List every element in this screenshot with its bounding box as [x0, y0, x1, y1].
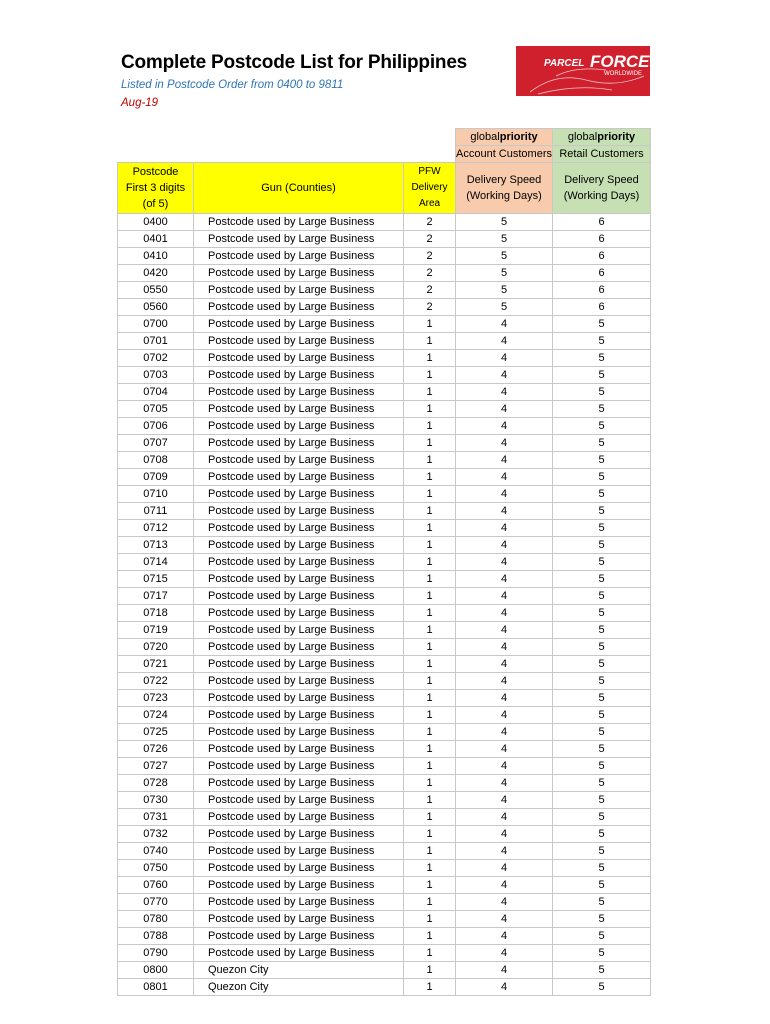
table-row — [118, 248, 651, 265]
delivery-area-cell: 1 — [404, 945, 456, 962]
table-row — [118, 843, 651, 860]
delivery-area-cell: 1 — [404, 333, 456, 350]
account-speed-cell: 4 — [456, 809, 553, 826]
area-name-cell: Quezon City — [194, 962, 404, 979]
area-name-cell: Postcode used by Large Business — [194, 928, 404, 945]
area-name-cell: Postcode used by Large Business — [194, 826, 404, 843]
area-name-cell: Postcode used by Large Business — [194, 401, 404, 418]
postcode-cell: 0702 — [118, 350, 194, 367]
area-name-cell: Quezon City — [194, 979, 404, 996]
postcode-cell: 0750 — [118, 860, 194, 877]
retail-speed-cell: 6 — [553, 248, 651, 265]
table-row — [118, 571, 651, 588]
retail-speed-cell: 5 — [553, 673, 651, 690]
delivery-area-cell: 1 — [404, 639, 456, 656]
table-row — [118, 741, 651, 758]
retail-speed-cell: 5 — [553, 690, 651, 707]
account-speed-cell: 4 — [456, 520, 553, 537]
postcode-cell: 0709 — [118, 469, 194, 486]
area-name-cell: Postcode used by Large Business — [194, 571, 404, 588]
delivery-area-cell: 1 — [404, 588, 456, 605]
area-name-cell: Postcode used by Large Business — [194, 843, 404, 860]
postcode-cell: 0721 — [118, 656, 194, 673]
area-name-cell: Postcode used by Large Business — [194, 775, 404, 792]
account-speed-cell: 4 — [456, 605, 553, 622]
retail-speed-cell: 5 — [553, 911, 651, 928]
area-name-cell: Postcode used by Large Business — [194, 452, 404, 469]
postcode-cell: 0727 — [118, 758, 194, 775]
account-speed-cell: 4 — [456, 758, 553, 775]
retail-speed-cell: 5 — [553, 656, 651, 673]
table-row — [118, 724, 651, 741]
delivery-area-cell: 1 — [404, 911, 456, 928]
delivery-area-cell: 1 — [404, 316, 456, 333]
table-row — [118, 214, 651, 231]
account-speed-cell: 4 — [456, 775, 553, 792]
table-row — [118, 639, 651, 656]
account-speed-cell: 4 — [456, 333, 553, 350]
account-speed-cell: 5 — [456, 265, 553, 282]
postcode-cell: 0780 — [118, 911, 194, 928]
area-name-cell: Postcode used by Large Business — [194, 469, 404, 486]
retail-speed-cell: 5 — [553, 367, 651, 384]
postcode-cell: 0719 — [118, 622, 194, 639]
table-row — [118, 894, 651, 911]
account-speed-cell: 4 — [456, 962, 553, 979]
area-name-cell: Postcode used by Large Business — [194, 894, 404, 911]
table-row — [118, 367, 651, 384]
area-name-cell: Postcode used by Large Business — [194, 537, 404, 554]
retail-speed-cell: 5 — [553, 605, 651, 622]
account-speed-cell: 4 — [456, 928, 553, 945]
delivery-area-cell: 1 — [404, 962, 456, 979]
delivery-area-cell: 1 — [404, 979, 456, 996]
account-speed-cell: 4 — [456, 656, 553, 673]
account-speed-cell: 4 — [456, 537, 553, 554]
delivery-area-cell: 1 — [404, 656, 456, 673]
retail-speed-cell: 6 — [553, 265, 651, 282]
postcode-cell: 0560 — [118, 299, 194, 316]
account-speed-cell: 4 — [456, 350, 553, 367]
delivery-area-cell: 1 — [404, 367, 456, 384]
table-row — [118, 707, 651, 724]
table-row — [118, 792, 651, 809]
account-speed-cell: 4 — [456, 979, 553, 996]
postcode-cell: 0401 — [118, 231, 194, 248]
area-name-cell: Postcode used by Large Business — [194, 265, 404, 282]
delivery-area-cell: 1 — [404, 724, 456, 741]
postcode-cell: 0801 — [118, 979, 194, 996]
area-name-cell: Postcode used by Large Business — [194, 231, 404, 248]
account-speed-cell: 4 — [456, 367, 553, 384]
account-speed-cell: 5 — [456, 214, 553, 231]
area-name-cell: Postcode used by Large Business — [194, 299, 404, 316]
postcode-table — [117, 128, 651, 996]
table-row — [118, 605, 651, 622]
postcode-cell: 0715 — [118, 571, 194, 588]
logo-text-parcel: PARCEL — [544, 58, 585, 69]
retail-speed-cell: 5 — [553, 401, 651, 418]
delivery-area-cell: 1 — [404, 877, 456, 894]
area-name-cell: Postcode used by Large Business — [194, 605, 404, 622]
retail-speed-cell: 5 — [553, 826, 651, 843]
header-row-customer — [118, 146, 651, 163]
account-speed-cell: 4 — [456, 860, 553, 877]
table-row — [118, 809, 651, 826]
retail-customers-header: Retail Customers — [553, 146, 651, 163]
area-name-cell: Postcode used by Large Business — [194, 588, 404, 605]
account-speed-cell: 4 — [456, 911, 553, 928]
table-row — [118, 945, 651, 962]
table-row — [118, 486, 651, 503]
delivery-area-cell: 1 — [404, 843, 456, 860]
area-name-cell: Postcode used by Large Business — [194, 758, 404, 775]
retail-speed-cell: 5 — [553, 809, 651, 826]
table-row — [118, 520, 651, 537]
retail-speed-cell: 5 — [553, 775, 651, 792]
postcode-cell: 0711 — [118, 503, 194, 520]
retail-speed-cell: 5 — [553, 877, 651, 894]
table-row — [118, 588, 651, 605]
retail-speed-cell: 5 — [553, 741, 651, 758]
delivery-area-cell: 1 — [404, 622, 456, 639]
postcode-cell: 0400 — [118, 214, 194, 231]
postcode-cell: 0724 — [118, 707, 194, 724]
postcode-cell: 0706 — [118, 418, 194, 435]
postcode-cell: 0714 — [118, 554, 194, 571]
area-name-cell: Postcode used by Large Business — [194, 860, 404, 877]
retail-speed-cell: 5 — [553, 537, 651, 554]
postcode-cell: 0712 — [118, 520, 194, 537]
delivery-area-cell: 1 — [404, 401, 456, 418]
subtitle: Listed in Postcode Order from 0400 to 9811 — [121, 79, 344, 91]
delivery-area-cell: 1 — [404, 486, 456, 503]
retail-speed-cell: 5 — [553, 979, 651, 996]
table-row — [118, 418, 651, 435]
area-name-cell: Postcode used by Large Business — [194, 622, 404, 639]
retail-speed-cell: 5 — [553, 571, 651, 588]
delivery-area-cell: 1 — [404, 350, 456, 367]
delivery-area-cell: 2 — [404, 231, 456, 248]
postcode-cell: 0728 — [118, 775, 194, 792]
area-name-cell: Postcode used by Large Business — [194, 316, 404, 333]
delivery-area-cell: 1 — [404, 673, 456, 690]
retail-speed-cell: 5 — [553, 503, 651, 520]
retail-speed-cell: 5 — [553, 418, 651, 435]
retail-speed-cell: 5 — [553, 843, 651, 860]
account-speed-cell: 4 — [456, 418, 553, 435]
delivery-area-cell: 1 — [404, 469, 456, 486]
area-name-cell: Postcode used by Large Business — [194, 945, 404, 962]
area-name-cell: Postcode used by Large Business — [194, 673, 404, 690]
area-name-cell: Postcode used by Large Business — [194, 214, 404, 231]
table-row — [118, 333, 651, 350]
delivery-area-cell: 1 — [404, 503, 456, 520]
delivery-area-cell: 2 — [404, 265, 456, 282]
delivery-area-cell: 1 — [404, 384, 456, 401]
postcode-cell: 0707 — [118, 435, 194, 452]
area-name-cell: Postcode used by Large Business — [194, 248, 404, 265]
account-speed-cell: 4 — [456, 690, 553, 707]
table-row — [118, 860, 651, 877]
account-speed-cell: 4 — [456, 588, 553, 605]
table-row — [118, 656, 651, 673]
account-speed-column-header: Delivery Speed (Working Days) — [456, 163, 553, 214]
account-speed-cell: 4 — [456, 384, 553, 401]
retail-speed-cell: 5 — [553, 316, 651, 333]
postcode-cell: 0722 — [118, 673, 194, 690]
table-row — [118, 469, 651, 486]
table-row — [118, 537, 651, 554]
postcode-cell: 0800 — [118, 962, 194, 979]
table-row — [118, 826, 651, 843]
retail-speed-cell: 6 — [553, 231, 651, 248]
account-speed-cell: 4 — [456, 435, 553, 452]
retail-speed-cell: 5 — [553, 639, 651, 656]
account-speed-cell: 5 — [456, 282, 553, 299]
postcode-cell: 0720 — [118, 639, 194, 656]
delivery-area-cell: 1 — [404, 792, 456, 809]
table-row — [118, 503, 651, 520]
account-speed-cell: 4 — [456, 724, 553, 741]
delivery-area-cell: 1 — [404, 571, 456, 588]
parcelforce-logo — [516, 46, 650, 96]
postcode-cell: 0718 — [118, 605, 194, 622]
postcode-cell: 0726 — [118, 741, 194, 758]
delivery-area-cell: 1 — [404, 707, 456, 724]
table-row — [118, 435, 651, 452]
retail-speed-cell: 6 — [553, 299, 651, 316]
retail-speed-cell: 5 — [553, 588, 651, 605]
account-speed-cell: 4 — [456, 639, 553, 656]
retail-speed-cell: 5 — [553, 945, 651, 962]
gun-column-header: Gun (Counties) — [194, 163, 404, 214]
delivery-area-cell: 1 — [404, 605, 456, 622]
retail-speed-cell: 5 — [553, 333, 651, 350]
report-date: Aug-19 — [121, 97, 159, 109]
area-name-cell: Postcode used by Large Business — [194, 707, 404, 724]
table-row — [118, 316, 651, 333]
delivery-area-cell: 2 — [404, 282, 456, 299]
postcode-cell: 0710 — [118, 486, 194, 503]
retail-speed-cell: 5 — [553, 707, 651, 724]
retail-speed-cell: 6 — [553, 282, 651, 299]
area-name-cell: Postcode used by Large Business — [194, 435, 404, 452]
account-speed-cell: 4 — [456, 486, 553, 503]
account-speed-cell: 4 — [456, 826, 553, 843]
retail-speed-cell: 5 — [553, 724, 651, 741]
retail-speed-cell: 5 — [553, 554, 651, 571]
retail-speed-cell: 5 — [553, 962, 651, 979]
retail-speed-cell: 5 — [553, 469, 651, 486]
retail-speed-cell: 5 — [553, 792, 651, 809]
retail-speed-cell: 5 — [553, 486, 651, 503]
retail-speed-cell: 6 — [553, 214, 651, 231]
delivery-area-cell: 1 — [404, 826, 456, 843]
retail-speed-cell: 5 — [553, 384, 651, 401]
area-name-cell: Postcode used by Large Business — [194, 520, 404, 537]
table-row — [118, 622, 651, 639]
table-row — [118, 452, 651, 469]
table-row — [118, 299, 651, 316]
page-title: Complete Postcode List for Philippines — [121, 52, 468, 73]
postcode-cell: 0701 — [118, 333, 194, 350]
account-speed-cell: 4 — [456, 843, 553, 860]
delivery-area-cell: 1 — [404, 554, 456, 571]
account-customers-header: Account Customers — [456, 146, 553, 163]
postcode-cell: 0713 — [118, 537, 194, 554]
service-retail-header: globalpriority — [553, 129, 651, 146]
retail-speed-cell: 5 — [553, 520, 651, 537]
area-name-cell: Postcode used by Large Business — [194, 724, 404, 741]
area-name-cell: Postcode used by Large Business — [194, 554, 404, 571]
table-row — [118, 962, 651, 979]
account-speed-cell: 4 — [456, 469, 553, 486]
postcode-cell: 0708 — [118, 452, 194, 469]
table-row — [118, 265, 651, 282]
table-row — [118, 775, 651, 792]
area-name-cell: Postcode used by Large Business — [194, 639, 404, 656]
area-name-cell: Postcode used by Large Business — [194, 911, 404, 928]
postcode-cell: 0732 — [118, 826, 194, 843]
account-speed-cell: 4 — [456, 571, 553, 588]
account-speed-cell: 4 — [456, 554, 553, 571]
area-name-cell: Postcode used by Large Business — [194, 486, 404, 503]
delivery-area-cell: 1 — [404, 809, 456, 826]
account-speed-cell: 4 — [456, 877, 553, 894]
delivery-area-cell: 1 — [404, 418, 456, 435]
area-name-cell: Postcode used by Large Business — [194, 503, 404, 520]
retail-speed-cell: 5 — [553, 860, 651, 877]
account-speed-cell: 4 — [456, 622, 553, 639]
area-name-cell: Postcode used by Large Business — [194, 384, 404, 401]
account-speed-cell: 4 — [456, 945, 553, 962]
area-name-cell: Postcode used by Large Business — [194, 792, 404, 809]
delivery-area-cell: 1 — [404, 452, 456, 469]
table-row — [118, 979, 651, 996]
table-row — [118, 928, 651, 945]
delivery-area-cell: 1 — [404, 690, 456, 707]
postcode-cell: 0420 — [118, 265, 194, 282]
service-account-header: globalpriority — [456, 129, 553, 146]
account-speed-cell: 4 — [456, 401, 553, 418]
postcode-cell: 0731 — [118, 809, 194, 826]
delivery-area-cell: 1 — [404, 537, 456, 554]
area-name-cell: Postcode used by Large Business — [194, 282, 404, 299]
area-name-cell: Postcode used by Large Business — [194, 690, 404, 707]
delivery-area-cell: 1 — [404, 894, 456, 911]
delivery-area-cell: 1 — [404, 928, 456, 945]
postcode-cell: 0788 — [118, 928, 194, 945]
delivery-area-cell: 1 — [404, 520, 456, 537]
header-row-columns — [118, 163, 651, 214]
account-speed-cell: 4 — [456, 792, 553, 809]
postcode-cell: 0740 — [118, 843, 194, 860]
postcode-cell: 0717 — [118, 588, 194, 605]
table-row — [118, 350, 651, 367]
postcode-cell: 0723 — [118, 690, 194, 707]
delivery-area-cell: 1 — [404, 741, 456, 758]
postcode-cell: 0770 — [118, 894, 194, 911]
delivery-area-cell: 1 — [404, 758, 456, 775]
table-row — [118, 758, 651, 775]
postcode-column-header: Postcode First 3 digits (of 5) — [118, 163, 194, 214]
area-name-cell: Postcode used by Large Business — [194, 418, 404, 435]
account-speed-cell: 4 — [456, 894, 553, 911]
postcode-cell: 0725 — [118, 724, 194, 741]
postcode-cell: 0705 — [118, 401, 194, 418]
account-speed-cell: 4 — [456, 452, 553, 469]
account-speed-cell: 5 — [456, 299, 553, 316]
table-row — [118, 282, 651, 299]
area-name-cell: Postcode used by Large Business — [194, 367, 404, 384]
delivery-area-cell: 2 — [404, 214, 456, 231]
account-speed-cell: 4 — [456, 707, 553, 724]
table-row — [118, 673, 651, 690]
retail-speed-cell: 5 — [553, 894, 651, 911]
retail-speed-cell: 5 — [553, 928, 651, 945]
pfw-area-column-header: PFW Delivery Area — [404, 163, 456, 214]
delivery-area-cell: 2 — [404, 248, 456, 265]
account-speed-cell: 4 — [456, 503, 553, 520]
retail-speed-cell: 5 — [553, 435, 651, 452]
postcode-cell: 0704 — [118, 384, 194, 401]
retail-speed-cell: 5 — [553, 350, 651, 367]
account-speed-cell: 4 — [456, 741, 553, 758]
table-row — [118, 384, 651, 401]
area-name-cell: Postcode used by Large Business — [194, 656, 404, 673]
table-row — [118, 690, 651, 707]
retail-speed-column-header: Delivery Speed (Working Days) — [553, 163, 651, 214]
retail-speed-cell: 5 — [553, 758, 651, 775]
table-row — [118, 911, 651, 928]
table-row — [118, 877, 651, 894]
postcode-cell: 0730 — [118, 792, 194, 809]
account-speed-cell: 5 — [456, 248, 553, 265]
delivery-area-cell: 1 — [404, 775, 456, 792]
account-speed-cell: 4 — [456, 673, 553, 690]
postcode-cell: 0550 — [118, 282, 194, 299]
area-name-cell: Postcode used by Large Business — [194, 333, 404, 350]
retail-speed-cell: 5 — [553, 622, 651, 639]
postcode-cell: 0790 — [118, 945, 194, 962]
logo-text-worldwide: WORLDWIDE — [604, 71, 642, 77]
postcode-cell: 0410 — [118, 248, 194, 265]
postcode-cell: 0760 — [118, 877, 194, 894]
postcode-cell: 0700 — [118, 316, 194, 333]
postcode-cell: 0703 — [118, 367, 194, 384]
table-row — [118, 401, 651, 418]
account-speed-cell: 4 — [456, 316, 553, 333]
retail-speed-cell: 5 — [553, 452, 651, 469]
account-speed-cell: 5 — [456, 231, 553, 248]
table-row — [118, 231, 651, 248]
delivery-area-cell: 2 — [404, 299, 456, 316]
area-name-cell: Postcode used by Large Business — [194, 877, 404, 894]
area-name-cell: Postcode used by Large Business — [194, 809, 404, 826]
logo-text-force: FORCE — [590, 52, 650, 71]
table-row — [118, 554, 651, 571]
header-row-service — [118, 129, 651, 146]
area-name-cell: Postcode used by Large Business — [194, 741, 404, 758]
postcode-rows — [118, 214, 651, 996]
delivery-area-cell: 1 — [404, 435, 456, 452]
area-name-cell: Postcode used by Large Business — [194, 350, 404, 367]
delivery-area-cell: 1 — [404, 860, 456, 877]
